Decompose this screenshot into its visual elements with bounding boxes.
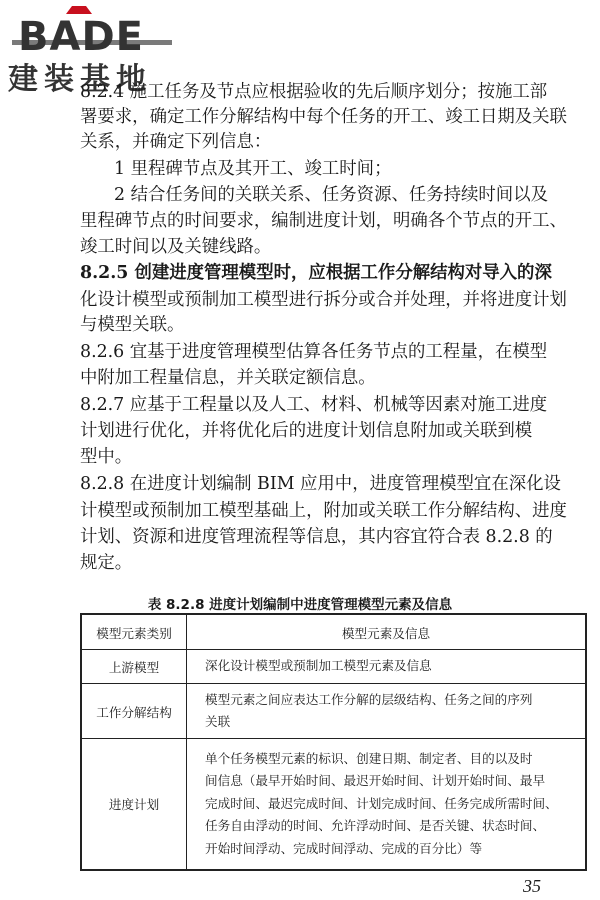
cell-line: 完成时间、最迟完成时间、计划完成时间、任务完成所需时间、 (205, 795, 558, 811)
cell-line: 单个任务模型元素的标识、创建日期、制定者、目的以及时 (205, 750, 533, 766)
cell-info (187, 650, 587, 684)
text-line: 计划进行优化，并将优化后的进度计划信息附加或关联到模 (80, 421, 533, 441)
table-header-row (81, 614, 586, 650)
text-line: 型中。 (80, 447, 133, 467)
text-line: 中附加工程量信息，并关联定额信息。 (80, 368, 376, 388)
header-category: 模型元素类别 (81, 614, 187, 650)
cell-line: 深化设计模型或预制加工模型元素及信息 (205, 658, 432, 674)
text-line: 关系，并确定下列信息： (80, 132, 272, 152)
text-line: 计模型或预制加工模型基础上，附加或关联工作分解结构、进度 (80, 501, 567, 521)
text-line: 8.2.8 在进度计划编制 BIM 应用中，进度管理模型宜在深化设 (80, 474, 561, 494)
text-line: 计划、资源和进度管理流程等信息，其内容宜符合表 8.2.8 的 (80, 527, 553, 547)
cell-line: 间信息（最早开始时间、最迟开始时间、计划开始时间、最早 (205, 773, 546, 788)
text-line: 竣工时间以及关键线路。 (80, 237, 272, 257)
text-line: 8.2.4 施工任务及节点应根据验收的先后顺序划分；按施工部 (80, 82, 548, 102)
text-line: 1 里程碑节点及其开工、竣工时间； (114, 159, 392, 179)
cell-info (187, 684, 587, 739)
cell-line: 关联 (205, 714, 231, 729)
logo-brand: BADE (18, 14, 144, 60)
bade-logo (2, 4, 177, 97)
text-line: 化设计模型或预制加工模型进行拆分或合并处理，并将进度计划 (80, 290, 567, 310)
cell-line: 模型元素之间应表达工作分解的层级结构、任务之间的序列 (205, 691, 533, 707)
model-element-table (80, 613, 587, 871)
cell-line: 任务自由浮动的时间、允许浮动时间、是否关键、状态时间、 (205, 818, 546, 833)
header-info: 模型元素及信息 (187, 614, 587, 650)
text-line: 规定。 (80, 553, 133, 573)
logo-subtitle: 建装基地 (8, 62, 152, 97)
cell-info (187, 739, 587, 870)
table-row (81, 739, 586, 870)
text-line: 8.2.7 应基于工程量以及人工、材料、机械等因素对施工进度 (80, 395, 548, 415)
table-row (81, 650, 586, 684)
text-line: 与模型关联。 (80, 315, 185, 335)
cell-category: 上游模型 (81, 650, 187, 684)
page-number: 35 (523, 876, 541, 896)
cell-category: 进度计划 (81, 739, 187, 870)
text-line: 2 结合任务间的关联关系、任务资源、任务持续时间以及 (114, 185, 548, 205)
text-line: 里程碑节点的时间要求，编制进度计划，明确各个节点的开工、 (80, 211, 567, 231)
cell-line: 开始时间浮动、完成时间浮动、完成的百分比）等 (205, 840, 483, 856)
text-line: 署要求，确定工作分解结构中每个任务的开工、竣工日期及关联 (80, 107, 567, 127)
table-caption: 表 8.2.8 进度计划编制中进度管理模型元素及信息 (147, 597, 453, 613)
cell-category: 工作分解结构 (81, 684, 187, 739)
text-line: 8.2.5 创建进度管理模型时，应根据工作分解结构对导入的深 (80, 263, 552, 283)
text-line: 8.2.6 宜基于进度管理模型估算各任务节点的工程量，在模型 (80, 342, 548, 362)
table-row (81, 684, 586, 739)
